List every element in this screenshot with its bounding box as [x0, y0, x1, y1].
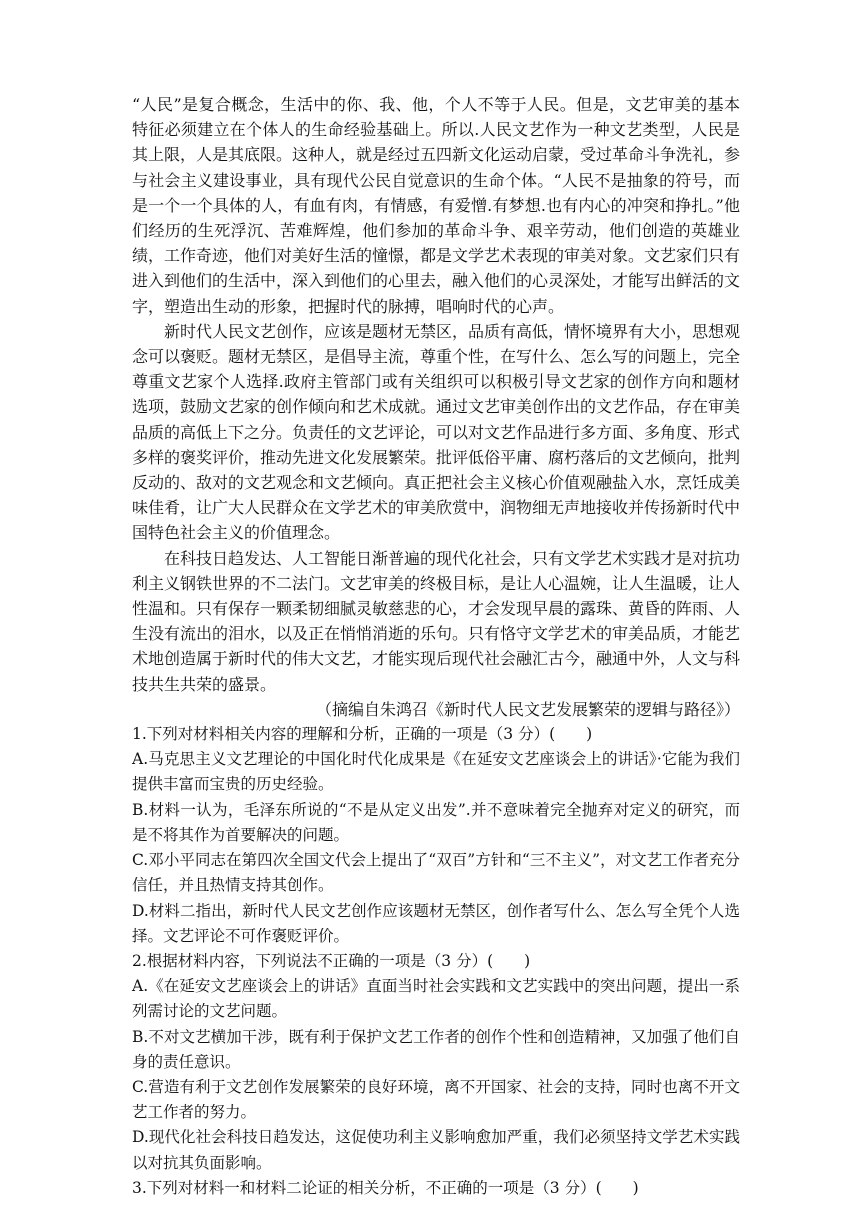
question-1-option-c: C.邓小平同志在第四次全国文代会上提出了“双百”方针和“三不主义”，对文艺工作者充分信任，并且热情支持其创作。 — [132, 851, 740, 895]
question-1-option-d: D.材料二指出，新时代人民文艺创作应该题材无禁区，创作者写什么、怎么写全凭个人选择。文艺评论不可作褒贬评价。 — [132, 901, 740, 945]
article-paragraph-3: 在科技日趋发达、人工智能日渐普遍的现代化社会，只有文学艺术实践才是对抗功利主义钢铁世界的不二法门。文艺审美的终极目标，是让人心温婉，让人生温暖，让人性温和。只有保存一颗柔韧细腻灵敏慈悲的心，才会发现早晨的露珠、黄昏的阵雨、人生没有流出的泪水，以及正在悄悄消逝的乐句。只有恪守文学艺术的审美品质，才能艺术地创造属于新时代的伟大文艺，才能实现后现代社会融汇古今，融通中外，人文与科技共生共荣的盛景。 — [132, 548, 741, 694]
article-source-citation: （摘编自朱鸿召《新时代人民文艺发展繁荣的逻辑与路径》） — [315, 699, 740, 719]
question-1-option-a: A.马克思主义文艺理论的中国化时代化成果是《在延安文艺座谈会上的讲话》·它能为我们提供丰富而宝贵的历史经验。 — [132, 750, 740, 794]
question-1-option-b: B.材料一认为，毛泽东所说的“不是从定义出发”.并不意味着完全抛弃对定义的研究，而是不将其作为首要解决的问题。 — [132, 800, 740, 844]
question-2-stem: 2.根据材料内容，下列说法不正确的一项是（3 分）( ) — [132, 951, 531, 970]
question-3 — [132, 1176, 740, 1201]
question-1 — [132, 722, 740, 949]
article-paragraph-1: “人民”是复合概念，生活中的你、我、他，个人不等于人民。但是，文艺审美的基本特征必须建立在个体人的生命经验基础上。所以.人民文艺作为一种文艺类型，人民是其上限，人是其底限。这种人，就是经过五四新文化运动启蒙，受过革命斗争洗礼，参与社会主义建设事业，具有现代公民自觉意识的生命个体。“人民不是抽象的符号，而是一个一个具体的人，有血有肉，有情感，有爱憎.有梦想.也有内心的冲突和挣扎。”他们经历的生死浮沉、苦难辉煌，他们参加的革命斗争、艰辛劳动，他们创造的英雄业绩，工作奇迹，他们对美好生活的憧憬，都是文学艺术表现的审美对象。文艺家们只有进入到他们的生活中，深入到他们的心里去，融入他们的心灵深处，才能写出鲜活的文字，塑造出生动的形象，把握时代的脉搏，唱响时代的心声。 — [132, 95, 741, 316]
question-1-stem: 1.下列对材料相关内容的理解和分析，正确的一项是（3 分）( ) — [132, 725, 593, 744]
question-2-option-b: B.不对文艺横加干涉，既有利于保护文艺工作者的创作个性和创造精神，又加强了他们自身的责任意识。 — [132, 1027, 740, 1071]
question-2 — [132, 949, 740, 1176]
question-2-option-d: D.现代化社会科技日趋发达，这促使功利主义影响愈加严重，我们必须坚持文学艺术实践以对抗其负面影响。 — [132, 1128, 740, 1172]
question-3-stem: 3.下列对材料一和材料二论证的相关分析，不正确的一项是（3 分）( ) — [132, 1178, 639, 1197]
question-2-option-c: C.营造有利于文艺创作发展繁荣的良好环境，离不开国家、社会的支持，同时也离不开文艺工作者的努力。 — [132, 1077, 740, 1122]
question-2-option-a: A.《在延安文艺座谈会上的讲话》直面当时社会实践和文艺实践中的突出问题，提出一系列需讨论的文艺问题。 — [132, 977, 740, 1021]
article-paragraph-2: 新时代人民文艺创作，应该是题材无禁区，品质有高低，情怀境界有大小，思想观念可以褒贬。题材无禁区，是倡导主流，尊重个性，在写什么、怎么写的问题上，完全尊重文艺家个人选择.政府主管部门或有关组织可以积极引导文艺家的创作方向和题材选项，鼓励文艺家的创作倾向和艺术成就。通过文艺审美创作出的文艺作品，存在审美品质的高低上下之分。负责任的文艺评论，可以对文艺作品进行多方面、多角度、形式多样的褒奖评价，推动先进文化发展繁荣。批评低俗平庸、腐朽落后的文艺倾向，批判反动的、敌对的文艺观念和文艺倾向。真正把社会主义核心价值观融盐入水，烹饪成美味佳肴，让广大人民群众在文学艺术的审美欣赏中，润物细无声地接收并传扬新时代中国特色社会主义的价值理念。 — [132, 321, 741, 543]
